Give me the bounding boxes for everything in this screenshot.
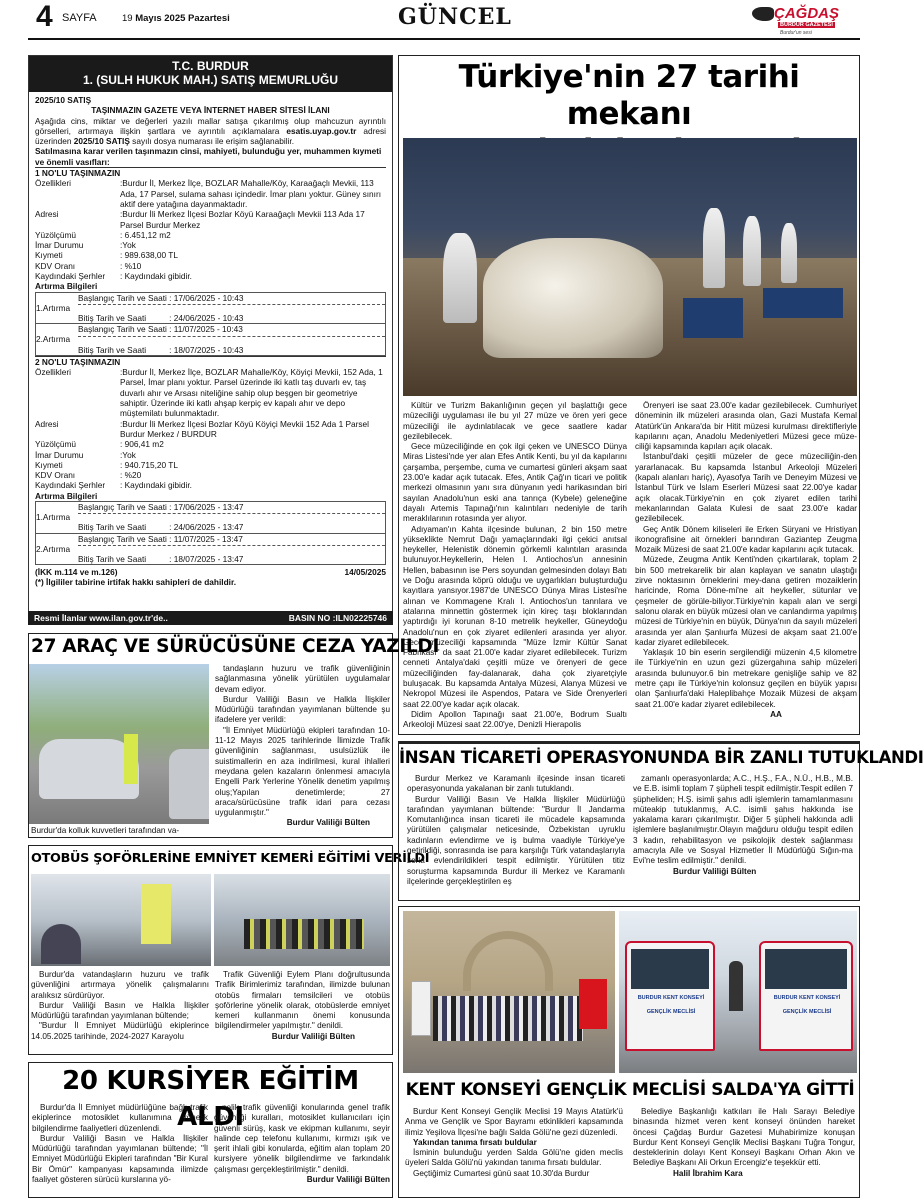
detail-row [35,230,386,240]
display-pedestal [683,298,743,338]
display-pedestal [763,288,843,318]
detail-key: Özellikleri [35,178,71,189]
detail-key: Kaydındaki Şerhler [35,480,106,491]
insan-col2 [633,774,853,877]
detail-value: : %20 [120,470,142,481]
turkish-flag [579,979,607,1029]
ceza-article [28,633,440,838]
kent-col2-text: Belediye Başkanlığı katkıları ile Halı Sarayı Belediye binasında hizmet veren kent konseyi önünden hareket öncesi Çağdaş Burdur Gazetesi Muhabirimize konuşan Burdur Kent Konseyi Gençlik Meclisi Başkanı Tuğra Tongur, desteklerinin dolayı Kent Konseyi Başkanı Orhan Akın ve Belediye Başkanı Ali Orkun Ercengiz'e teşekkür etti. [633,1107,855,1168]
auction-end: Bitiş Tarih ve Saati : 24/06/2025 - 13:47 [78,522,244,533]
insan-col1 [407,774,625,887]
group-of-people [244,919,364,949]
otobus-col2 [215,970,390,1042]
parcel1-title: 1 NO'LU TAŞINMAZIN [35,167,386,178]
detail-row [35,460,386,470]
paragraph: Didim Apollon Tapınağı saat 21.00'e, Bodrum Sualtı Arkeoloji Müzesi saat 22.00'ye, Denizli Hierapolis [403,709,627,730]
auction-dates [78,502,385,533]
detail-key: Kaydındaki Şerhler [35,271,106,282]
detail-value: :Yok [120,240,136,251]
detail-value: : 989.638,00 TL [120,250,178,261]
legal-intro-bold: Satılmasına karar verilen taşınmazın cinsi, mahiyeti, bulunduğu yer, muhammen kıymeti ve önemli vasıfları: [35,146,382,167]
sarcophagus-sculpture [483,238,663,358]
page-number: 4 [36,0,53,33]
bus-windshield [631,949,709,989]
kursiyer-col1 [32,1103,208,1185]
detail-value: :Yok [120,449,136,460]
logo-subtitle: BURDUR GAZETESİ [780,22,833,28]
legal-intro-no: 2025/10 SATIŞ [73,136,130,147]
kent-headline: KENT KONSEYİ GENÇLİK MECLİSİ SALDA'YA GİTTİ [405,1080,855,1100]
paragraph: Trafik Güvenliği Eylem Planı doğrultusunda Trafik Birimlerimiz tarafından, ilimizde bulunan otobüs firmaları temsilcileri ve otobüs şoförlerine yönelik olarak, otobüslerde emniyet kemeri kullanmanın önemi konusunda bilgilendirmeler yapılmıştır." denildi. [215,970,390,1031]
main-article [398,55,860,735]
page-header [0,0,861,40]
paragraph: İsminin bulunduğu yerden Salda Gölü'ne giden meclis üyeleri Salda Gölü'nü yakından tanıma fırsatı buldular. [405,1148,623,1168]
detail-row [35,470,386,480]
detail-value: :Burdur İl, Merkez İlçe, BOZLAR Mahalle/Köy, Köyiçi Mevkii, 152 Ada, 1 Parsel, İmar planı yoktur. Parsel üzerinde iki katlı taş duvarlı ev, taş duvarlı ahır ve Arsası niteliğine sahip olup beşgen bir geometriye sahiptir. Üzerinde iki katlı ahşap kerpiç ev kapalı ahır ve depo müştemilatı bulunmaktadır. [120,367,383,419]
statue [781,223,797,283]
detail-row [35,450,386,460]
auction-label: 2.Artırma [36,334,71,345]
paragraph: Örenyeri ise saat 23.00'e kadar gezilebilecek. Cumhuriyet döneminin ilk müzeleri arasında olan, Gazi Mustafa Kemal Atatürk'ün Ankara'da bir Hitit müzesi kurulması direktifleriyle kapılarını açan, Anadolu Medeniyetleri Müzesi gece müze-ciliği kapsamında kapıları açık olacak. [635,401,857,452]
kursiyer-col2-text [214,1103,390,1175]
detail-row [35,271,386,281]
auction-start: Başlangıç Tarih ve Saati : 17/06/2025 - 13:47 [78,501,244,512]
bus-right [759,941,853,1051]
kursiyer-article [28,1062,393,1198]
parcel2-details [35,367,386,491]
main-col1 [403,401,627,731]
banner [411,981,431,1036]
detail-key: Kıymeti [35,250,63,261]
detail-row [35,367,386,418]
detail-key: KDV Oranı [35,260,76,271]
paragraph: Burdur'da vatandaşların huzuru ve trafik güvenliğini artırmaya yönelik çalışmalarını aralıksız sürdürüyor. [31,970,209,1000]
legal-law-ref: (İKK m.114 ve m.126) [35,567,118,578]
detail-value: : 940.715,20 TL [120,459,178,470]
bus-windshield [765,949,847,989]
legal-title1: T.C. BURDUR [172,59,249,73]
ceza-headline: 27 ARAÇ VE SÜRÜCÜSÜNE CEZA YAZILDI [31,636,440,657]
detail-row [35,178,386,209]
detail-key: Adresi [35,418,59,429]
detail-value: : Kaydındaki gibidir. [120,480,192,491]
attendee [41,924,81,964]
issue-date [122,13,230,24]
traffic-police-photo [29,664,209,824]
main-col1-text [403,401,627,731]
kent-signature: Halil İbrahim Kara [673,1168,743,1178]
legal-intro-b: adresi üzerinden [35,125,387,147]
detail-row [35,209,386,230]
car-image [169,749,209,819]
ceza-text [215,664,390,829]
statue [703,208,725,288]
auction-start: Başlangıç Tarih ve Saati : 11/07/2025 - 10:43 [78,324,243,335]
auction-dates [78,293,385,324]
kursiyer-col1-text [32,1103,208,1185]
detail-value: : %10 [120,260,142,271]
main-col2-text [635,401,857,710]
paragraph: zamanlı operasyonlarda; A.C., H.Ş., F.A., N.Ü., H.B., M.B. ve E.B. isimli toplam 7 şüpheli tespit edilmiştir.Tespit edilen 7 şüpheliden; H.Ş. isimli şahıs adli işlemlerin tamamlanmasını müteakip tutuklanmış, A.C. isimli şahıs hakkında ise yakalama kararı çıkarılmıştır. Diğer 5 şüpheli hakkında adli işlemlere başlanılmıştır.Olayın mağduru olduğu tespit edilen 3 kadın, rehabilitasyon ve psikolojik destek sağlanması amacıyla Aile ve Sosyal Hizmetler İl Müdürlüğü Sığın-ma Evi'ne teslim edilmiştir." denildi. [633,774,853,866]
paragraph: Burdur Valiliği Basın ve Halkla İlişkiler Müdürlüğü tarafından yayımlanan bültende şu ifadelere yer verildi: [215,694,390,725]
detail-row [35,261,386,271]
parcel1-auctions [35,292,386,356]
auction-row [36,533,385,565]
basin-no: BASIN NO :ILN02225746 [288,613,387,623]
main-col2 [635,401,857,720]
kent-article [398,906,860,1198]
arch-building [463,931,553,991]
kent-col1 [405,1107,623,1179]
detail-key: Kıymeti [35,459,63,470]
auction-dates [78,534,385,565]
detail-row [35,240,386,250]
auction-end: Bitiş Tarih ve Saati : 18/07/2025 - 10:43 [78,344,244,355]
otobus-col1-text [31,970,209,1042]
logo-text: ÇAĞDAŞ [774,5,840,22]
auction-end: Bitiş Tarih ve Saati : 24/06/2025 - 10:43 [78,312,244,323]
paragraph: İstanbul'daki çeşitli müzeler de gece müzeciliğin-den yararlanacak. Bu kapsamda İstanbul Arkeoloji Müzeleri (kapalı alanları hariç), Ayasofya Tarih ve Deneyim Müzesi ve İstanbul Türk ve İslam Eserleri Müzesi saat 22.00'ye kadar açık olacak.Türkiye'nin en çok ziyaret edilen tarihi mekanlarından Galata Kulesi de saat 23.00'e kadar gezilebilecek. [635,452,857,524]
legal-footer [35,567,386,577]
kursiyer-signature: Burdur Valiliği Bülten [306,1175,390,1185]
insan-headline: İNSAN TİCARETİ OPERASYONUNDA BİR ZANLI TUTUKLANDI [399,742,859,772]
legal-footnote: (*) İlgililer tabirine irtifak hakkı sahipleri de dahildir. [35,577,237,588]
paragraph: "İl Emniyet Müdürlüğü ekipleri tarafından 10-11-12 Mayıs 2025 tarihlerinde İlimizde Trafik güvenliğinin sağlanması, usulsüzlük ile suistimallerin en aza indirilmesi, kural ihlalleri meydana gelen kazaların önlenmesi amacıyla Engelli Park Yerlerine Yönelik denetim yapılmış oluş;Yapılan denetimlerde; 27 araca/sürücüsüne trafik idari para cezası uygulanmıştır." [215,725,390,818]
auction-row [36,502,385,533]
bus-sign-text: GENÇLİK MECLİSİ [646,1009,696,1015]
detail-key: Yüzölçümü [35,439,77,450]
legal-title2: 1. (SULH HUKUK MAH.) SATIŞ MEMURLUĞU [82,73,339,87]
resmi-ilanlar-link[interactable]: Resmi İlanlar www.ilan.gov.tr'de.. [34,613,168,623]
logo-mark-icon [752,7,774,21]
paragraph: Adıyaman'ın Kahta ilçesinde bulunan, 2 bin 150 metre yükseklikte Nemrut Dağı yamaçlarındaki ilgi çekici anıtsal heykeller, Helenistik dönemin görkemli kalıntıları arasında bulunuyor.Heykellerin, Helen I. Antiochos'un annesinin Hellen, babasının ise Pers soyundan gelmesinden dolayı Batı ve Doğu arasında köprü olduğu ve uygarlıkları buluşturduğu kayıtlara yansıyor.1987'de UNESCO Dünya Miras Listesi'ne alınan ve Kommagene Kralı I. Antiochos'un tanrılara ve atalarına minnettin göstermek için kireç taşı bloklarından yaptırdığı iyi korunan 8-10 metrelik heykeller, Güneydoğu Anadolu'nun en çok ziyaret edilenleri arasında yer alıyor. Gece müzeciliği kapsamında "Müze İzmir Kültür Sanat Fabrikası" da saat 21.00'e kadar ziyaret edilebilecek. Turizm cenneti Antalya'daki çeşitli müze ve örenyeri de gece müzeciliğinden fay-dalanarak, daha çok ziyaretçiyle buluşacak. Bu kapsamda Antalya Müzesi, Alanya Müzesi ve Nekropol Müzesi ile Aspendos, Patara ve Side Örenyerleri saat 22.00'ye kadar açık olacak. [403,524,627,709]
paragraph: tandaşların huzuru ve trafik güvenliğinin sağlanmasına yönelik yürütülen uygulamalar devam ediyor. [215,664,390,694]
detail-value: :Burdur İli Merkez İlçesi Bozlar Köyü Karaağaçlı Mevkii 113 Ada 17 Parsel Burdur Merkez [120,209,365,230]
kent-subheading: Yakından tanıma fırsatı buldular [413,1137,537,1147]
detail-key: Adresi [35,209,59,220]
paragraph: Gece müzeciliğinde en çok ilgi çeken ve UNESCO Dünya Miras Listesi'nde yer alan Efes Antik Kenti, bu yıl da kapılarını çarşamba, perşembe, cuma ve cumartesi günleri akşam saat 23.00'e kadar açık tutacak. Efes, Antik Çağ'ın ticari ve politik merkezi olmasının yanı sıra dünyanın yedi harikasından biri sayılan Anadolu'nun eski ana tanrıça (Kybele) geleneğine dayalı Artemis Tapınağı'nın kalıntıları nedeniyle de tarih meraklılarının rotasında yer alıyor. [403,442,627,524]
paragraph: Kültür ve Turizm Bakanlığının geçen yıl başlattığı gece müzeciliği uygulaması ile bu yıl 27 müze ve ören yeri gece müzeciliği ile aydınlatılacak ve gece saatlere kadar gezilebilecek. [403,401,627,441]
auction-row [36,323,385,355]
detail-key: Özellikleri [35,367,71,378]
paragraph: Burdur Valiliği Basın Ve Halkla İlişkiler Müdürlüğü tarafından yayımlanan bültende: "Burdur İl Jandarma Komutanlığınca insan ticareti ile mücadele kapsamında yürütülen çalışmalar neticesinde, Özbekistan uyruklu kadınların evlendirme ve iş bulma vaadiyle Türkiye'ye getirildiği, sonrasında ise para karşılığı Türk vatandaşlarıyla zorla evlendirildikleri tespit edilmiştir. Yürütülen titiz soruşturma kapsamında Burdur ili Merkez ve Karamanlı ilçelerinde gerçekleştirilen eş [407,794,625,886]
paragraph: Burdur Merkez ve Karamanlı ilçesinde insan ticareti operasyonunda yakalanan bir zanlı tutuklandı. [407,774,625,794]
legal-intro-c: sayılı dosya numarası ile erişim sağlanabilir. [129,136,295,147]
parcel2-auctions [35,501,386,565]
legal-intro-site: esatis.uyap.gov.tr [286,125,357,136]
legal-notice [28,55,393,625]
paragraph: Burdur Valiliği Basın ve Halkla İlişkiler Müdürlüğü tarafından yayımlanan bültende; [31,1000,209,1021]
detail-key: İmar Durumu [35,240,84,251]
otobus-col1 [31,970,209,1042]
detail-value: :Burdur İl, Merkez İlçe, BOZLAR Mahalle/Köy, Karaağaçlı Mevkii, 113 Ada, 17 Parsel, sulama sahası içindedir. İmar planı yoktur. Güney sınırı aktif dere yatağına dayanmaktadır. [120,178,382,209]
paragraph: Burdur'da İl Emniyet müdürlüğüne bağlı trafik ekiplerince motosiklet kullanımına yönelik bilgilendirme faaliyetleri düzenlendi. [32,1103,208,1133]
auction-start: Başlangıç Tarih ve Saati : 11/07/2025 - 13:47 [78,533,243,544]
otobus-col2-text [215,970,390,1032]
kursiyer-col2 [214,1103,390,1185]
auction-label: 2.Artırma [36,543,71,554]
paragraph: Müzede, Zeugma Antik Kenti'nden çıkartılarak, toplam 2 bin 500 metrekarelik bir alan kaplayan ve sanatın ulaştığı zirve noktasının örneklerini mey-dana getiren mozaiklerin haricinde, Roma Döne-mi'ne ait heykeller, sütunlar ve çeşmeler de görüle-biliyor.Türkiye'nin kapalı alan ve sergi salonu olarak en büyük müzesi olan ve canlandırma yapılmış müzesi de Türkiye'nin en büyük, Dünya'nın da sayılı müzeleri arasında yer alan Şanlıurfa Müzesi de akşam saat 21.00'e kadar ziyaret edilebilecek. [635,555,857,647]
artirma2-title: Artırma Bilgileri [35,490,98,501]
detail-key: KDV Oranı [35,470,76,481]
detail-row [35,419,386,440]
insan-col2-text [633,774,853,867]
date-rest: Mayıs 2025 Pazartesi [135,13,230,24]
detail-value: : 6.451,12 m2 [120,229,171,240]
bus-left [625,941,715,1051]
section-title: GÜNCEL [398,4,512,30]
insan-col1-text [407,774,625,887]
legal-bottom-bar [28,611,393,625]
artirma1-title: Artırma Bilgileri [35,281,98,292]
bus-photo [619,911,857,1073]
paragraph: Geçtiğimiz Cumartesi günü saat 10.30'da Burdur [413,1168,590,1178]
statue [743,216,761,286]
paragraph: Burdur Valiliği Basın ve Halkla İlişkiler Müdürlüğü tarafından yayımlanan bültende; "İl Emniyet Müdürlüğü Ekipleri tarafından "Bir Kural Bir Ömür" kampanyası kapsamında ilimizde faaliyet gösteren sürücü kurslarına yö- [32,1133,208,1185]
insan-signature: Burdur Valiliği Bülten [673,866,757,876]
ceza-signature: Burdur Valiliği Bülten [286,818,370,828]
ceza-caption: Burdur'da kolluk kuvvetleri tarafından va- [31,826,180,835]
auction-dates [78,324,385,355]
detail-value: : 906,41 m2 [120,439,164,450]
auction-label: 1.Artırma [36,512,71,523]
parcel1-details [35,178,386,281]
header-rule [28,38,860,40]
detail-row [35,250,386,260]
insan-article [398,741,923,901]
crowd-of-students [433,996,583,1041]
auction-label: 1.Artırma [36,302,71,313]
detail-value: :Burdur İli Merkez İlçesi Bozlar Köyü Köyiçi Mevkii 152 Ada 1 Parsel Burdur Merkez / BURDUR [120,418,370,439]
page-label: SAYFA [62,12,97,24]
ceza-text-body [215,664,390,818]
legal-subtitle: TAŞINMAZIN GAZETE VEYA İNTERNET HABER SİTESİ İLANI [91,105,330,116]
bus-sign-text: BURDUR KENT KONSEYİ [773,995,841,1001]
detail-value: : Kaydındaki gibidir. [120,271,192,282]
paragraph: Geç Antik Dönem kiliseleri ile Erken Süryani ve Hristiyan ikonografisine ait örnekleri barındıran Gaziantep Zeugma Mozaik Müzesi de saat 21.00'e kadar kapılarını açık tutacak. [635,524,857,555]
otobus-headline: OTOBÜS ŞOFÖRLERİNE EMNİYET KEMERİ EĞİTİMİ VERİLDİ [31,851,430,866]
group-photo [403,911,615,1073]
legal-title-bar [29,56,392,92]
parcel2-title: 2 NO'LU TAŞINMAZIN [35,356,386,367]
legal-intro [35,116,386,147]
legal-date: 14/05/2025 [344,567,386,578]
bus-sign-text: BURDUR KENT KONSEYİ [637,995,705,1001]
otobus-article [28,845,430,1055]
seminar-photo-1 [31,874,211,966]
kent-col1-p1: Burdur Kent Konseyi Gençlik Meclisi 19 Mayıs Atatürk'ü Anma ve Gençlik ve Spor Bayramı etkinlikleri kapsamında ilimiz Yeşilova İlçesi'ne bağlı Salda Gölü'ne gezi düzenledi. [405,1107,623,1137]
detail-row [35,439,386,449]
museum-photo [403,138,857,396]
legal-intro-a: Aşağıda cins, miktar ve değerleri yazılı mallar satışa çıkarılmış olup mahcuzun ayrıntılı görselleri, artırmaya ilişkin şartlara ve ayrıntılı açıklamalara [35,115,386,136]
kent-col2 [633,1107,855,1179]
bus-sign-text: GENÇLİK MECLİSİ [782,1009,832,1015]
main-signature: AA [770,709,782,719]
auction-row [36,293,385,324]
detail-row [35,480,386,490]
detail-key: Yüzölçümü [35,229,77,240]
seminar-photo-2 [214,874,390,966]
date-day: 19 [122,13,133,24]
kent-col1-p2 [405,1148,623,1179]
legal-file-no: 2025/10 SATIŞ [35,95,92,105]
detail-key: İmar Durumu [35,449,84,460]
legal-body [29,92,392,591]
statue [443,233,477,323]
paragraph: "Burdur İl Emniyet Müdürlüğü ekiplerince 14.05.2025 tarihinde, 2024-2027 Karayolu [31,1021,209,1041]
person [729,961,743,1011]
newspaper-logo [752,5,862,37]
otobus-signature: Burdur Valiliği Bülten [271,1031,355,1041]
auction-end: Bitiş Tarih ve Saati : 18/07/2025 - 13:47 [78,553,244,564]
auction-start: Başlangıç Tarih ve Saati : 17/06/2025 - 10:43 [78,292,244,303]
officer [141,884,171,944]
main-headline-line1: Türkiye'nin 27 tarihi mekanı [458,59,800,132]
logo-tagline: Burdur'un sesi [780,30,812,36]
paragraph: Yaklaşık 10 bin eserin sergilendiği müzenin 4,5 kilometre ile Türkiye'nin en uzun gezi güzergahına sahip müzeleri arasında bulunuyor.6 bin metrekare genişliğe sahip ve 82 metre çapı ile Türkiye'nin kolonsuz geçilen en büyük yapısı olan Şanlıurfa'daki Haleplibahçe Mozaik Müzesi de akşam saat 21.00'e kadar ziyaret edilebilecek. [635,648,857,709]
paragraph: nelik trafik güvenliği konularında genel trafik güvenliği kuralları, motosiklet kullanıcıları için güvenli sürüş, kask ve ekipman kullanımı, seyir halinde cep telefonu kullanımı, kırmızı ışık ve şerit ihlali gibi konularda, eğitim alan toplam 20 kursiyere yönelik bilgilendirme ve farkındalık çalışması gerçekleştirilmiştir." denildi. [214,1103,390,1174]
police-officer [124,734,138,784]
kursiyer-headline: 20 KURSİYER EĞİTİM ALDI [62,1066,359,1132]
